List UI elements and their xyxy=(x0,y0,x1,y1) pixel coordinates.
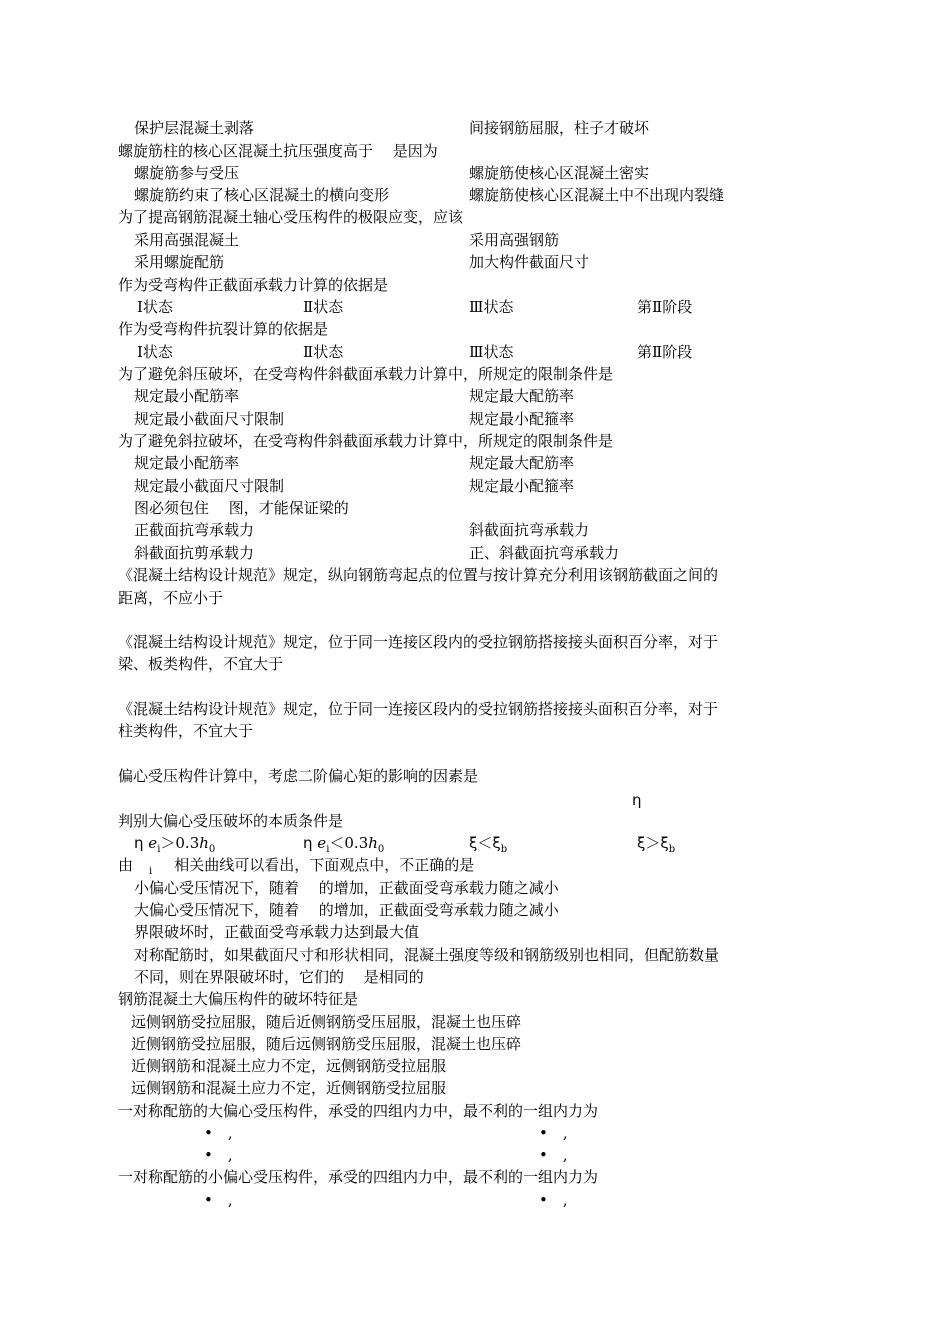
e-variable: e xyxy=(317,834,327,852)
q13-option-b xyxy=(303,833,384,856)
subscript-b: b xyxy=(668,844,676,855)
q11-stem-line2: 柱类构件，不宜大于 xyxy=(118,722,254,740)
q8-option-d: 正、斜截面抗弯承载力 xyxy=(469,544,620,562)
q8-option-b: 斜截面抗弯承载力 xyxy=(469,521,590,539)
q3-option-a: 采用高强混凝土 xyxy=(134,231,240,249)
subscript-i: i xyxy=(157,844,161,855)
q14-option-c: 界限破坏时，正截面受弯承载力达到最大值 xyxy=(134,923,420,941)
stem-suffix: 相关曲线可以看出，下面观点中，不正确的是 xyxy=(174,856,475,874)
q7-option-d: 规定最小配箍率 xyxy=(469,477,575,495)
q14-stem xyxy=(118,855,474,878)
q15-option-c: 近侧钢筋和混凝土应力不定，远侧钢筋受拉屈服 xyxy=(131,1057,447,1075)
q13-stem: 判别大偏心受压破坏的本质条件是 xyxy=(118,812,344,830)
q6-option-b: 规定最大配筋率 xyxy=(469,387,575,405)
eta-symbol: η xyxy=(303,834,313,852)
q13-option-d xyxy=(637,833,675,856)
relation: ＜0.3 xyxy=(329,834,369,852)
q2-option-c: 螺旋筋约束了核心区混凝土的横向变形 xyxy=(134,186,390,204)
q7-option-c: 规定最小截面尺寸限制 xyxy=(134,477,285,495)
q12-stem: 偏心受压构件计算中，考虑二阶偏心矩的影响的因素是 xyxy=(118,767,479,785)
q2-stem: 螺旋筋柱的核心区混凝土抗压强度高于 是因为 xyxy=(118,142,438,160)
q15-option-a: 远侧钢筋受拉屈服，随后近侧钢筋受压屈服，混凝土也压碎 xyxy=(131,1013,522,1031)
xi-relation: ξ＜ξ xyxy=(469,834,501,852)
q3-option-c: 采用螺旋配筋 xyxy=(134,253,225,271)
xi-relation: ξ＞ξ xyxy=(637,834,669,852)
q4-stem: 作为受弯构件正截面承载力计算的依据是 xyxy=(118,276,389,294)
q5-option-b: Ⅱ状态 xyxy=(303,343,344,361)
q12-eta-symbol: η xyxy=(632,791,642,809)
subscript-i: i xyxy=(149,866,153,877)
q8-stem: 图必须包住 图，才能保证梁的 xyxy=(134,499,349,517)
q15-option-b: 近侧钢筋受拉屈服，随后远侧钢筋受压屈服，混凝土也压碎 xyxy=(131,1035,522,1053)
q6-option-d: 规定最小配箍率 xyxy=(469,410,575,428)
q6-option-c: 规定最小截面尺寸限制 xyxy=(134,410,285,428)
q3-option-d: 加大构件截面尺寸 xyxy=(469,253,590,271)
q9-stem-line2: 距离，不应小于 xyxy=(118,589,224,607)
q8-option-a: 正截面抗弯承载力 xyxy=(134,521,255,539)
q15-stem: 钢筋混凝土大偏压构件的破坏特征是 xyxy=(118,990,359,1008)
q17-option-b: • , xyxy=(539,1191,568,1209)
q4-option-b: Ⅱ状态 xyxy=(303,298,344,316)
q7-option-a: 规定最小配筋率 xyxy=(134,454,240,472)
q2-option-a: 螺旋筋参与受压 xyxy=(134,164,240,182)
q5-option-d: 第Ⅱ阶段 xyxy=(637,343,693,361)
q6-option-a: 规定最小配筋率 xyxy=(134,387,240,405)
q5-stem: 作为受弯构件抗裂计算的依据是 xyxy=(118,320,329,338)
q4-option-c: Ⅲ状态 xyxy=(469,298,514,316)
q1-option-c: 保护层混凝土剥落 xyxy=(134,119,255,137)
q6-stem: 为了避免斜压破坏，在受弯构件斜截面承载力计算中，所规定的限制条件是 xyxy=(118,365,614,383)
q10-stem-line2: 梁、板类构件，不宜大于 xyxy=(118,655,284,673)
q4-option-a: Ⅰ状态 xyxy=(137,298,173,316)
q3-stem: 为了提高钢筋混凝土轴心受压构件的极限应变，应该 xyxy=(118,208,464,226)
q9-stem-line1: 《混凝土结构设计规范》规定，纵向钢筋弯起点的位置与按计算充分利用该钢筋截面之间的 xyxy=(118,566,719,584)
q14-option-d-line2: 不同，则在界限破坏时，它们的 是相同的 xyxy=(134,968,424,986)
q15-option-d: 远侧钢筋和混凝土应力不定，近侧钢筋受拉屈服 xyxy=(131,1079,447,1097)
q13-option-a xyxy=(134,833,215,856)
q11-stem-line1: 《混凝土结构设计规范》规定，位于同一连接区段内的受拉钢筋搭接接头面积百分率，对于 xyxy=(118,700,719,718)
q14-option-b: 大偏心受压情况下，随着 的增加，正截面受弯承载力随之减小 xyxy=(134,901,559,919)
q16-option-b: • , xyxy=(539,1124,568,1142)
q3-option-b: 采用高强钢筋 xyxy=(469,231,560,249)
q2-option-d: 螺旋筋使核心区混凝土中不出现内裂缝 xyxy=(469,186,725,204)
q17-stem: 一对称配筋的小偏心受压构件，承受的四组内力中，最不利的一组内力为 xyxy=(118,1168,599,1186)
q5-option-c: Ⅲ状态 xyxy=(469,343,514,361)
q7-option-b: 规定最大配筋率 xyxy=(469,454,575,472)
q14-option-a: 小偏心受压情况下，随着 的增加，正截面受弯承载力随之减小 xyxy=(134,879,559,897)
q2-option-b: 螺旋筋使核心区混凝土密实 xyxy=(469,164,650,182)
subscript-0: 0 xyxy=(208,844,216,855)
q16-option-d: • , xyxy=(539,1146,568,1164)
relation: ＞0.3 xyxy=(160,834,200,852)
q13-option-c xyxy=(469,833,507,856)
e-variable: e xyxy=(148,834,158,852)
subscript-0: 0 xyxy=(377,844,385,855)
stem-prefix: 由 xyxy=(118,856,134,874)
q1-option-d: 间接钢筋屈服，柱子才破坏 xyxy=(469,119,650,137)
q16-stem: 一对称配筋的大偏心受压构件，承受的四组内力中，最不利的一组内力为 xyxy=(118,1102,599,1120)
q16-option-a: • , xyxy=(204,1124,233,1142)
q5-option-a: Ⅰ状态 xyxy=(137,343,173,361)
h-variable: h xyxy=(199,834,209,852)
subscript-i: i xyxy=(326,844,330,855)
q10-stem-line1: 《混凝土结构设计规范》规定，位于同一连接区段内的受拉钢筋搭接接头面积百分率，对于 xyxy=(118,633,719,651)
q8-option-c: 斜截面抗剪承载力 xyxy=(134,544,255,562)
eta-symbol: η xyxy=(134,834,144,852)
q16-option-c: • , xyxy=(204,1146,233,1164)
q14-option-d-line1: 对称配筋时，如果截面尺寸和形状相同，混凝土强度等级和钢筋级别也相同，但配筋数量 xyxy=(134,946,720,964)
q7-stem: 为了避免斜拉破坏，在受弯构件斜截面承载力计算中，所规定的限制条件是 xyxy=(118,432,614,450)
subscript-b: b xyxy=(500,844,508,855)
q17-option-a: • , xyxy=(204,1191,233,1209)
q4-option-d: 第Ⅱ阶段 xyxy=(637,298,693,316)
h-variable: h xyxy=(368,834,378,852)
